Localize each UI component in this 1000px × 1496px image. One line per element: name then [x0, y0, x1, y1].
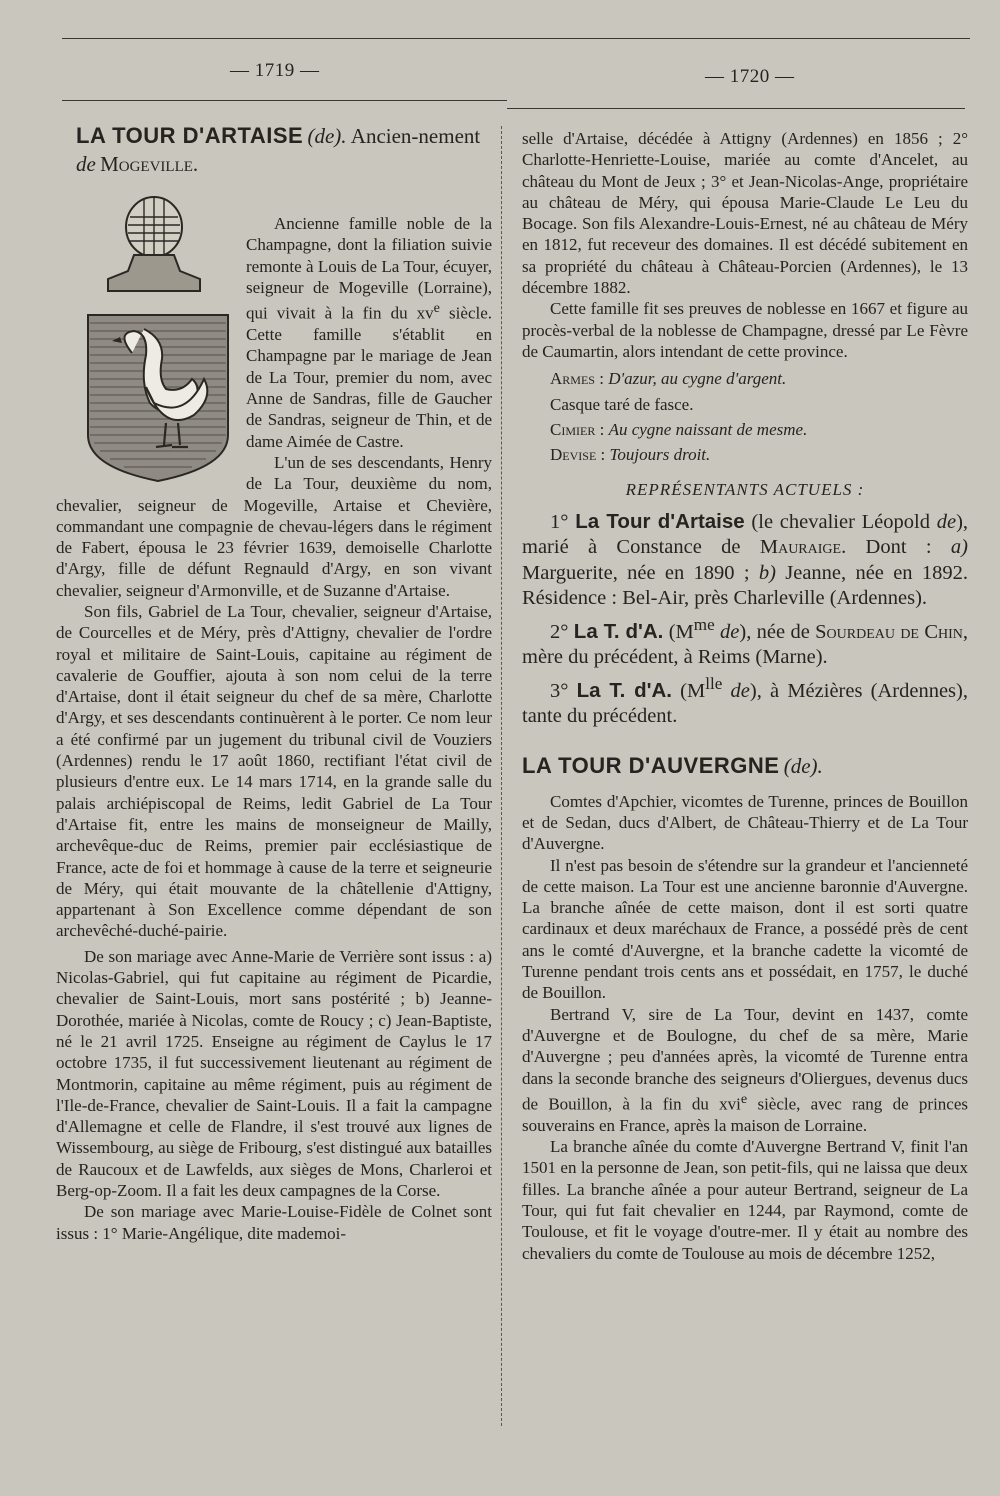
representant-3 — [522, 671, 968, 730]
devise-label: Devise : — [550, 445, 606, 465]
heraldic-description — [522, 368, 968, 465]
rep1-de: de — [936, 510, 957, 533]
paragraph-colnet: De son mariage avec Marie-Louise-Fidèle de Colnet sont issus : 1° Marie-Angélique, dite mademoi- — [56, 1202, 492, 1243]
paragraph-verriere: De son mariage avec Anne-Marie de Verrière sont issus : a) Nicolas-Gabriel, qui fut capitaine au régiment de Picardie, chevalier de Saint-Louis, mort sans postérité ; b) Jeanne-Dorothée, mariée à Nicolas, comte de Roucy ; c) Jean-Baptiste, né le 21 avril 1725. Enseigne au régiment de Caylus le 17 octobre 1735, il fut successivement lieutenant au régiment de Montmorin, capitaine au même régiment, puis au régiment de l'Ile-de-France, chevalier de Saint-Louis. Il a fait la campagne d'Allemagne et celle de Flandre, il s'est trouvé aux lignes de Wissembourg, au siège de Fribourg, s'est distingué aux batailles de Raucoux et de Lawfelds, aux sièges de Mons, Charleroi et Berg-op-Zoom. Il a fait les deux campagnes de la Corse. — [56, 946, 492, 1201]
rep1-name: La Tour d'Artaise — [575, 509, 745, 533]
helmet-icon — [108, 197, 200, 291]
title-de: de — [76, 152, 96, 176]
devise-line — [522, 444, 968, 465]
paragraph-bertrand — [522, 1004, 968, 1136]
rep2-sup: me — [693, 614, 715, 634]
cimier-line — [522, 419, 968, 440]
title2-particle: (de). — [783, 754, 823, 779]
rep3-text2: ), à Mézières (Ardennes), tante du précédent. — [522, 679, 968, 727]
representant-1 — [522, 509, 968, 612]
top-rule — [62, 38, 970, 39]
entry-title-2: LA TOUR D'AUVERGNE — [522, 753, 780, 779]
rep1-text3: Dont : — [846, 536, 951, 559]
cimier-label: Cimier : — [550, 419, 605, 439]
entry-title-artaise — [76, 122, 492, 179]
paragraph-comtes: Comtes d'Apchier, vicomtes de Turenne, princes de Bouillon et de Sedan, ducs d'Albert, de Château-Thierry et de La Tour d'Auvergne. — [522, 791, 968, 854]
title-former-name: Mogeville. — [100, 152, 199, 176]
rep3-name: La T. d'A. — [576, 678, 672, 702]
rep3-de: de — [722, 679, 750, 702]
representants-heading: REPRÉSENTANTS ACTUELS : — [625, 480, 865, 500]
coat-of-arms-illustration — [54, 183, 234, 488]
rep3-text: (M — [671, 679, 706, 702]
header-rule-left — [62, 100, 507, 101]
right-column — [522, 128, 968, 1264]
rep1-text5: Jeanne, née en 1892. Résidence : Bel-Air, près Charleville (Ardennes). — [522, 561, 968, 610]
rep1-number: 1° — [550, 510, 569, 533]
rep2-text2: ), née de — [739, 620, 816, 643]
coat-of-arms-svg — [54, 183, 234, 483]
rep2-family: Sourdeau de Chin, — [815, 620, 969, 643]
title-particle: (de). — [307, 124, 347, 148]
rep2-name: La T. d'A. — [573, 619, 664, 643]
armes-text: D'azur, au cygne d'argent. — [608, 369, 787, 389]
entry-title: LA TOUR D'ARTAISE — [76, 123, 304, 148]
right-page-number: — 1720 — — [705, 66, 795, 87]
bertrand-rest: siècle, avec rang de princes souverains en France, après la maison de Lorraine. — [522, 1094, 968, 1135]
devise-text: Toujours droit. — [609, 445, 711, 465]
rep2-de: de — [714, 620, 740, 643]
rep2-text3: mère du précédent, à Reims (Marne). — [522, 646, 828, 669]
paragraph-branche: La branche aînée du comte d'Auvergne Bertrand V, finit l'an 1501 en la personne de Jean, son petit-fils, qui ne laissa que deux filles. La branche aînée a pour auteur Bertrand, seigneur de La Tour, qui fut fait chevalier en 1244, par Raymond, comte de Toulouse, et fit le voyage d'outre-mer. Il y était au nombre des chevaliers du comte de Toulouse au mois de décembre 1252, — [522, 1137, 968, 1263]
rep3-number: 3° — [550, 679, 569, 702]
intro-sup: e — [433, 300, 440, 317]
cimier-text: Au cygne naissant de mesme. — [608, 419, 808, 439]
rep2-number: 2° — [550, 620, 569, 643]
entry-title-auvergne — [522, 755, 968, 778]
rep1-text2: ), marié à Constance de — [522, 510, 969, 559]
intro-rest: siècle. Cette famille s'établit en Champagne par le mariage de Jean de La Tour, premier du nom, avec Anne de Sandras, fille de Gaucher de Sandras, seigneur de Thin, et de dame Aimée de Castre. — [246, 303, 493, 451]
rep3-sup: lle — [705, 673, 723, 693]
paragraph-gabriel: Son fils, Gabriel de La Tour, chevalier, seigneur d'Artaise, de Courcelles et de Méry, près d'Attigny, chevalier de l'ordre royal et militaire de Saint-Louis, capitaine au régiment de cavalerie de Gouffier, ajouta à son nom celui de la terre d'Artaise, dont il était seigneur du chef de sa mère, Charlotte d'Argy, et ses descendants continuèrent à le porter. Ce nom leur a été confirmé par un jugement du tribunal civil de Vouziers (Ardennes) rendu le 17 août 1860, rectifiant l'état civil de plusieurs d'entre eux. Le 14 mars 1714, en la grande salle du palais archiépiscopal de Reims, ledit Gabriel de La Tour d'Artaise fit, entre les mains de monseigneur de Mailly, archevêque-duc de Reims, premier pair ecclésiastique de France, acte de foi et hommage à cause de la terre et seigneurie de Méry, qui était mouvante de la châtellenie d'Attigny, appartenant à Son Excellence comme dépendant de son archevêché-duché-pairie. — [56, 602, 492, 941]
paragraph-henry: L'un de ses descendants, Henry de La Tour, deuxième du nom, chevalier, seigneur de Mogeville, Artaise et Chevière, commandant une compagnie de chevau-légers dans le régiment de Fabert, épousa le 23 février 1639, demoiselle Charlotte d'Argy, fille de défunt Regnauld d'Argy, en son vivant chevalier, seigneur d'Armonville, et de Suzanne d'Artaise. — [56, 452, 492, 600]
rep1-text: (le chevalier Léopold — [744, 510, 937, 533]
rep1-text4: Marguerite, née en 1890 ; — [522, 561, 759, 584]
bertrand-text: Bertrand V, sire de La Tour, devint en 1437, comte d'Auvergne et de Boulogne, du chef de sa mère, Marie d'Auvergne ; peu d'années après, la vicomté de Turenne entra dans la seconde branche des seigneurs d'Oliergues, devenus ducs de Bouillon, à la fin du xvi — [522, 1004, 968, 1114]
header-rule-right — [507, 108, 965, 109]
rep1-spouse: Mauraige. — [759, 536, 847, 559]
column-divider — [501, 126, 502, 1426]
paragraph-preuves: Cette famille fit ses preuves de noblesse en 1667 et figure au procès-verbal de la noblesse de Champagne, dressé par Le Fèvre de Caumartin, alors intendant de cette province. — [522, 299, 968, 361]
rep1-b: b) — [758, 561, 776, 584]
rep2-text: (M — [663, 620, 694, 643]
paragraph-grandeur: Il n'est pas besoin de s'étendre sur la grandeur et l'ancienneté de cette maison. La Tour est une ancienne baronnie d'Auvergne. La branche aînée de cette maison, dont il est sorti quatre cardinaux et deux maréchaux de France, a possédé près de cent ans le comté d'Auvergne, et la branche cadette la vicomté de Turenne pendant trois cents ans et possédait, en 1757, le duché de Bouillon. — [522, 855, 968, 1003]
representant-2 — [522, 612, 968, 671]
left-column — [56, 122, 492, 1244]
title-rest: Ancien-nement — [350, 124, 481, 148]
left-page-number: — 1719 — — [230, 60, 320, 81]
continued-paragraph: selle d'Artaise, décédée à Attigny (Ardennes) en 1856 ; 2° Charlotte-Henriette-Louise, mariée au comte d'Ancelet, au château du Mont de Jeux ; 3° et Jean-Nicolas-Ange, propriétaire au château de Méry, qui épousa Marie-Claude Le Leu du Bocage. Son fils Alexandre-Louis-Ernest, né au château de Méry en 1812, fut receveur des domaines. Il est décédé subitement en sa propriété du château à Château-Porcien (Ardennes), le 13 décembre 1882. — [522, 129, 968, 298]
rep1-a: a) — [950, 536, 968, 559]
bertrand-sup: e — [740, 1090, 748, 1107]
casque-line: Casque taré de fasce. — [550, 394, 694, 414]
armes-label: Armes : — [550, 369, 604, 389]
intro-text: Ancienne famille noble de la Champagne, dont la filiation suivie remonte à Louis de La Tour, écuyer, seigneur de Mogeville (Lorraine), qui vivait à la fin du xv — [246, 214, 492, 323]
armes-line — [522, 368, 968, 389]
